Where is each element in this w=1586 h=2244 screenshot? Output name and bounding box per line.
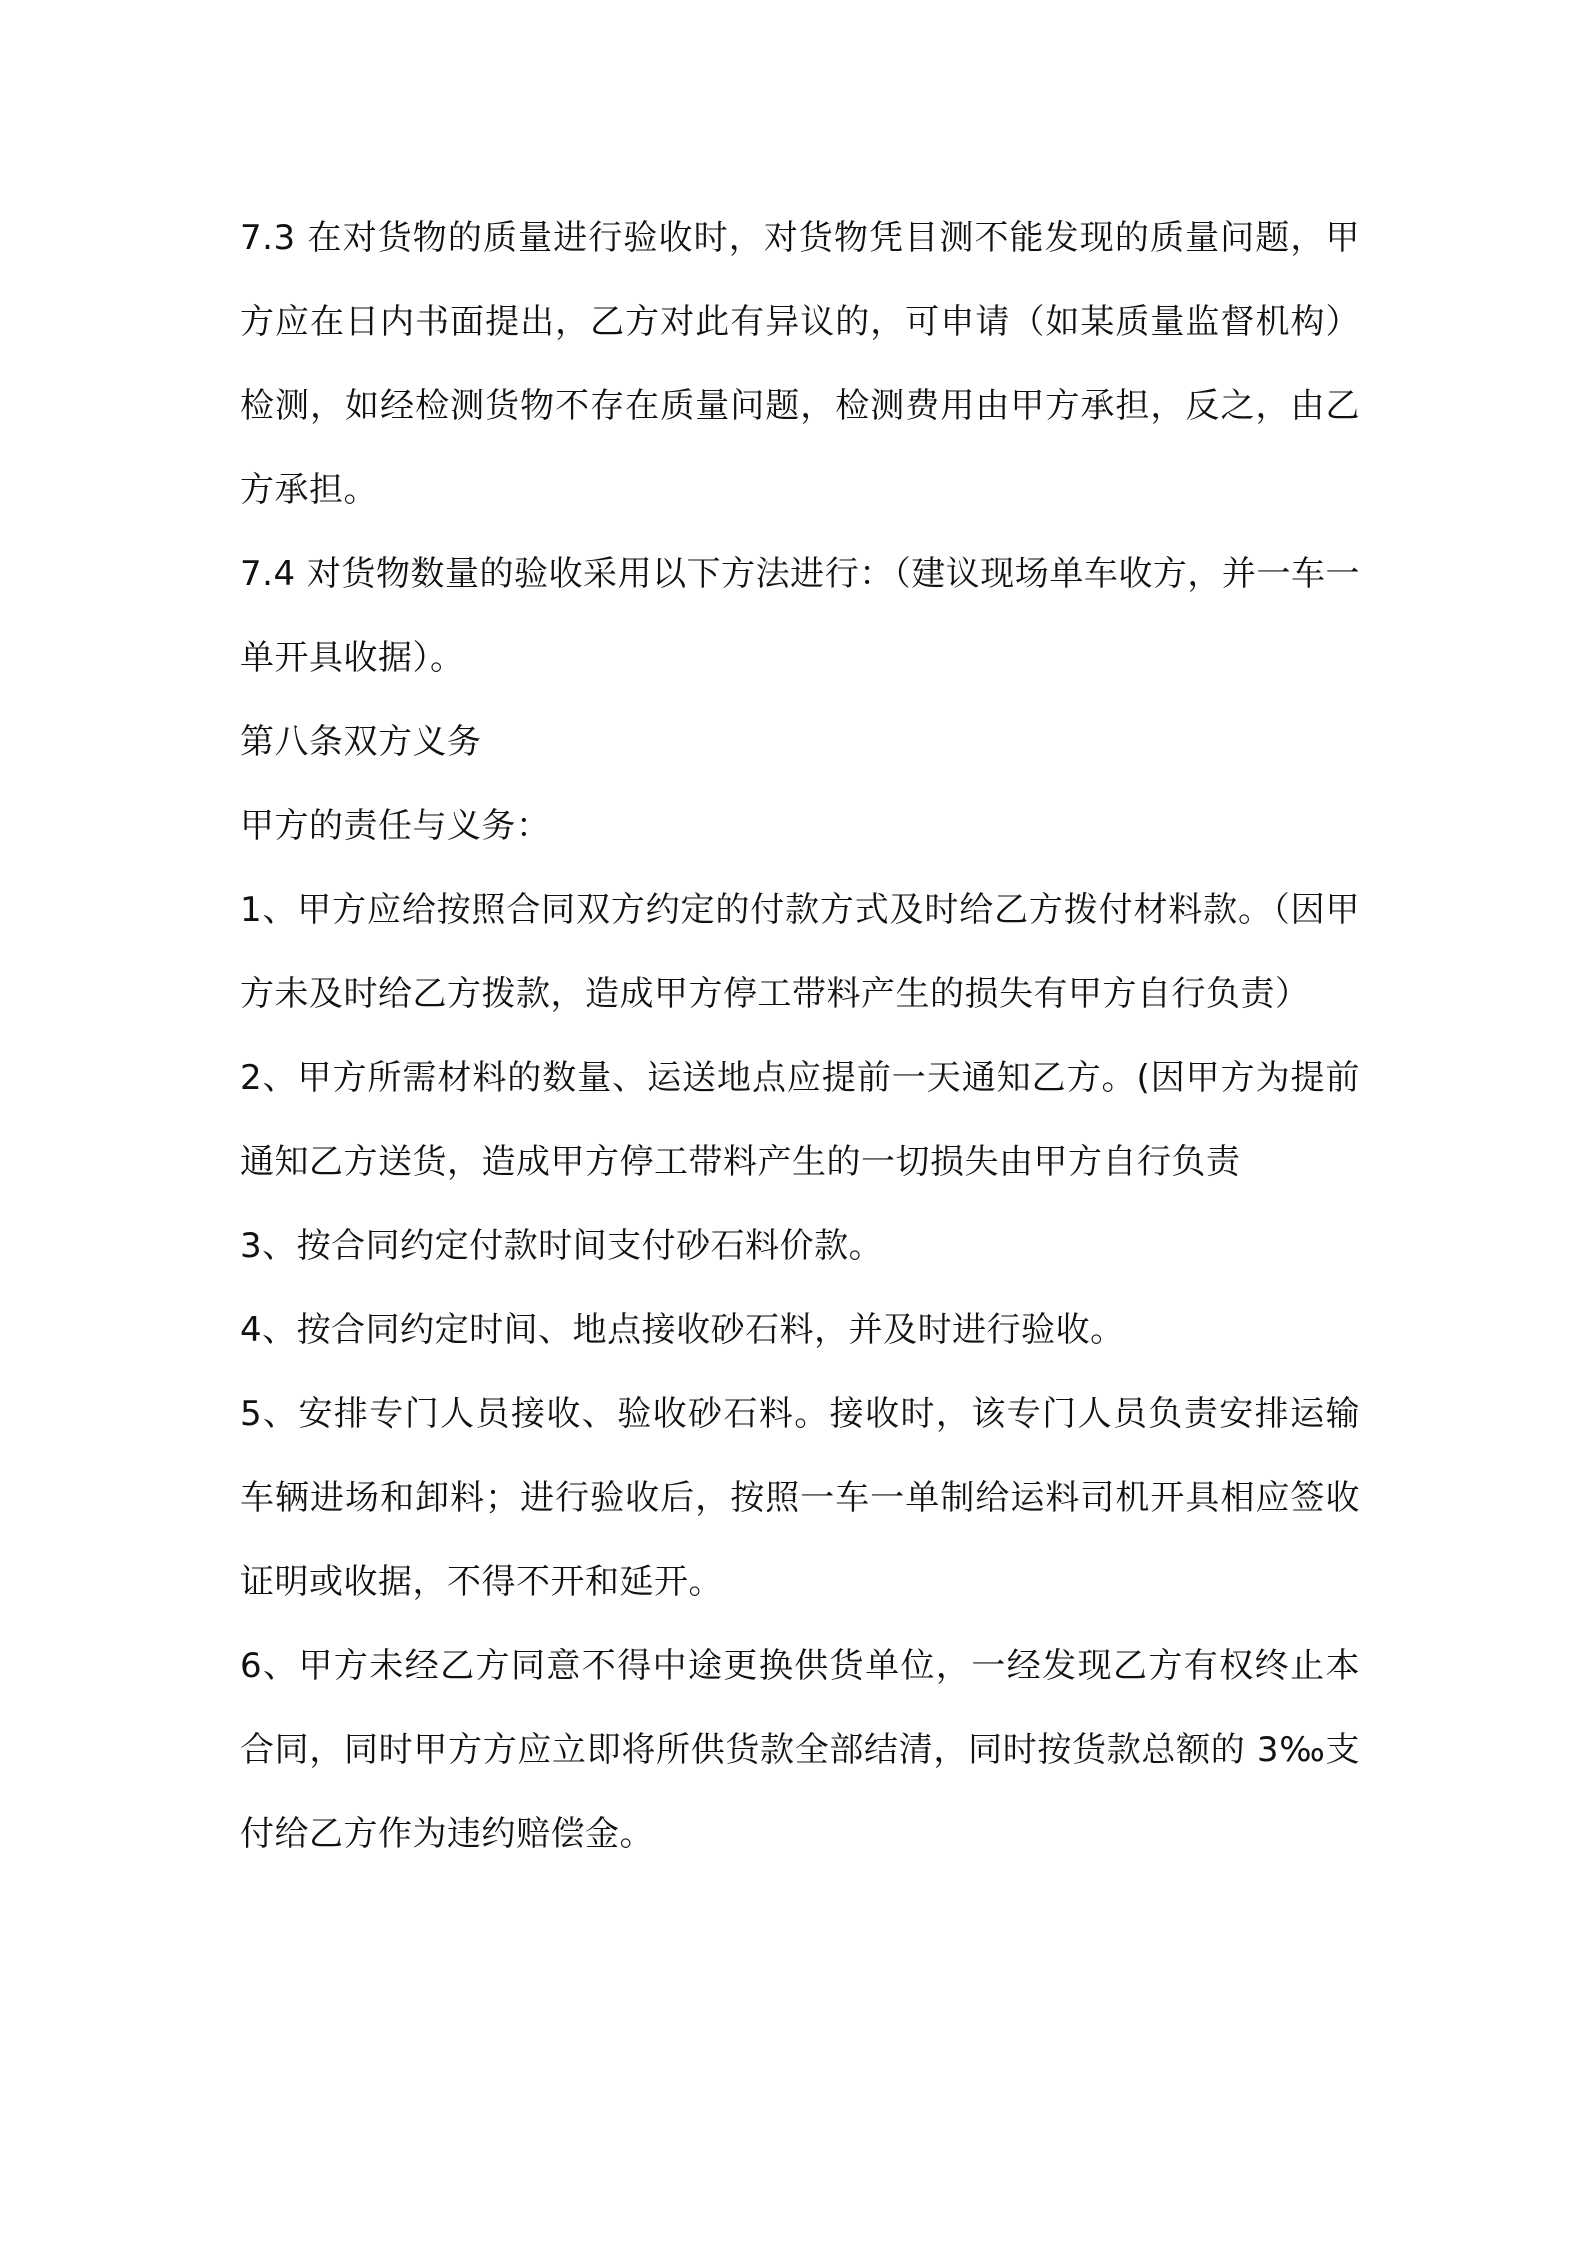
duty-item-4: 4、按合同约定时间、地点接收砂石料，并及时进行验收。 (240, 1310, 1125, 1350)
party-a-duties-heading: 甲方的责任与义务： (240, 806, 551, 846)
duty-item-2: 2、甲方所需材料的数量、运送地点应提前一天通知乙方。(因甲方为提前通知乙方送货，造成甲方停工带料产生的一切损失由甲方自行负责 (240, 1058, 1360, 1182)
document-body (240, 196, 1360, 1876)
clause-7-4: 7.4 对货物数量的验收采用以下方法进行：（建议现场单车收方，并一车一单开具收据）。 (240, 554, 1360, 678)
clause-7-3: 7.3 在对货物的质量进行验收时，对货物凭目测不能发现的质量问题，甲方应在日内书面提出，乙方对此有异议的，可申请（如某质量监督机构）检测，如经检测货物不存在质量问题，检测费用由甲方承担，反之，由乙方承担。 (240, 218, 1360, 510)
duty-item-5: 5、安排专门人员接收、验收砂石料。接收时，该专门人员负责安排运输车辆进场和卸料；进行验收后，按照一车一单制给运料司机开具相应签收证明或收据，不得不开和延开。 (240, 1394, 1360, 1602)
duty-item-6: 6、甲方未经乙方同意不得中途更换供货单位，一经发现乙方有权终止本合同，同时甲方方应立即将所供货款全部结清，同时按货款总额的 3‰支付给乙方作为违约赔偿金。 (240, 1646, 1360, 1854)
article-8-heading: 第八条双方义务 (240, 722, 482, 762)
duty-item-1: 1、甲方应给按照合同双方约定的付款方式及时给乙方拨付材料款。（因甲方未及时给乙方拨款，造成甲方停工带料产生的损失有甲方自行负责） (240, 890, 1360, 1014)
duty-item-3: 3、按合同约定付款时间支付砂石料价款。 (240, 1226, 884, 1266)
